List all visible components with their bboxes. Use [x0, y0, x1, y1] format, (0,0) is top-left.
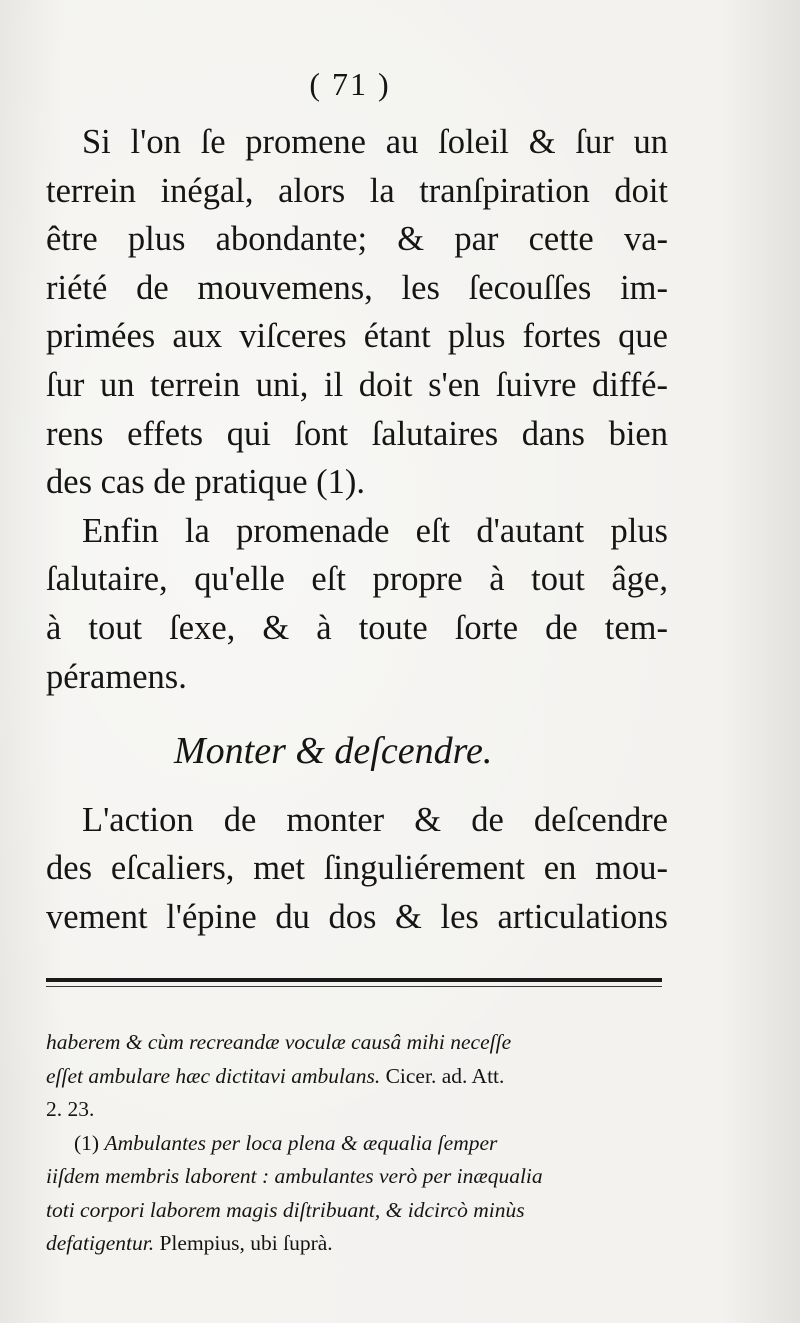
footnote-italic: haberem & cùm recreandæ voculæ causâ mihi neceſſe — [46, 1030, 512, 1054]
main-text — [46, 118, 668, 942]
footnote-line — [46, 1026, 668, 1060]
text-line: vement l'épine du dos & les articulations — [46, 897, 668, 936]
text-line: des cas de pratique (1). — [46, 463, 365, 502]
footnote-line — [46, 1194, 668, 1228]
page-number: ( 71 ) — [309, 66, 391, 102]
footnote-line — [46, 1127, 668, 1161]
text-line: Si l'on ſe promene au ſoleil & ſur un — [82, 123, 668, 161]
footnote-italic: iiſdem membris laborent : ambulantes verò per inæqualia — [46, 1164, 543, 1188]
footnote-line — [46, 1227, 668, 1261]
footnote-roman: Cicer. ad. Att. — [380, 1063, 505, 1088]
text-line: être plus abondante; & par cette va- — [46, 220, 668, 259]
footnote-italic: eſſet ambulare hæc dictitavi ambulans. — [46, 1063, 381, 1088]
footnote-italic: defatigentur. — [46, 1231, 155, 1255]
text-line: péramens. — [46, 657, 187, 696]
footnote-divider — [46, 978, 662, 982]
text-line: des eſcaliers, met ſinguliérement en mou- — [46, 849, 668, 888]
text-line: ſur un terrein uni, il doit s'en ſuivre diffé- — [46, 365, 668, 404]
footnotes — [46, 1026, 668, 1261]
text-line: Enfin la promenade eſt d'autant plus — [82, 511, 668, 550]
text-line: ſalutaire, qu'elle eſt propre à tout âge, — [46, 560, 668, 599]
footnote-marker: (1) — [74, 1130, 105, 1155]
footnote-italic: toti corpori laborem magis diſtribuant, & idcircò minùs — [46, 1197, 525, 1222]
text-line: L'action de monter & de deſcendre — [82, 800, 668, 839]
footnote-roman: Plempius, ubi ſuprà. — [154, 1231, 333, 1255]
text-line: terrein inégal, alors la tranſpiration doit — [46, 171, 668, 210]
text-line: à tout ſexe, & à toute ſorte de tem- — [46, 608, 668, 647]
text-line: riété de mouvemens, les ſecouſſes im- — [46, 268, 668, 307]
text-line: rens effets qui ſont ſalutaires dans bien — [46, 414, 668, 453]
text-line: primées aux viſceres étant plus fortes que — [46, 317, 668, 356]
footnote-roman: 2. 23. — [46, 1097, 95, 1121]
footnote-line — [46, 1060, 668, 1094]
section-heading: Monter & deſcendre. — [174, 730, 493, 773]
footnote-italic: Ambulantes per loca plena & æqualia ſemper — [104, 1130, 498, 1155]
footnote-line — [46, 1093, 668, 1127]
footnote-line — [46, 1160, 668, 1194]
